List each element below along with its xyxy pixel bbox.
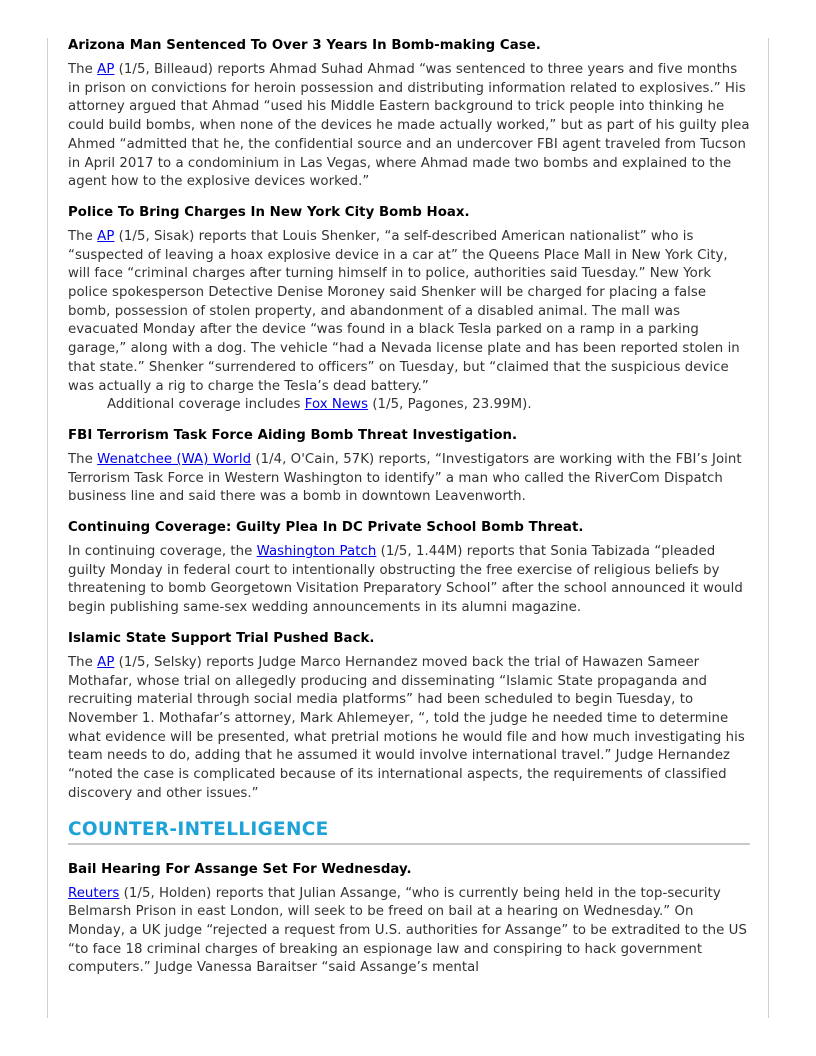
article-nyc-bomb-hoax — [68, 203, 750, 415]
article-headline: FBI Terrorism Task Force Aiding Bomb Threat Investigation. — [68, 427, 518, 443]
article-text: The — [68, 62, 98, 77]
article-body — [68, 885, 750, 979]
article-text: Additional coverage includes — [107, 397, 305, 413]
source-link-fox-news[interactable]: Fox News — [304, 397, 369, 413]
section-header — [68, 818, 750, 845]
article-body — [68, 228, 750, 396]
article-headline: Bail Hearing For Assange Set For Wednesday. — [68, 861, 412, 877]
article-text: In continuing coverage, the — [68, 544, 257, 560]
article-text: (1/5, Selsky) reports Judge Marco Hernandez moved back the trial of Hawazen Sameer Mothafar, whose trial on allegedly producing and disseminating “Islamic State propaganda and recruiting material through social media platforms” had been scheduled to begin Tuesday, to November 1. Mothafar’s attorney, Mark Ahlemeyer, “, told the judge he needed time to determine what evidence will be presented, what pretrial motions he would file and how much investigating his team needs to do, adding that he assumed it would involve international travel.” Judge Hernandez “noted the case is complicated because of its international aspects, the requirements of classified discovery and other issues.” — [68, 654, 745, 801]
article-headline: Islamic State Support Trial Pushed Back. — [68, 630, 375, 646]
section-divider — [68, 843, 750, 845]
article-headline: Arizona Man Sentenced To Over 3 Years In Bomb-making Case. — [68, 38, 541, 53]
newsletter-content — [68, 36, 750, 989]
article-body — [68, 61, 750, 192]
article-body — [68, 654, 750, 804]
article-text: (1/5, Sisak) reports that Louis Shenker, “a self-described American nationalist” who is “suspected of leaving a hoax explosive device in a car at” the Queens Place Mall in New York City, will face “criminal charges after turning himself in to police, authorities said Tuesday.” New York police spokesperson Detective Denise Moroney said Shenker will be charged for placing a false bomb, possession of stolen property, and abandonment of a disabled animal. The mall was evacuated Monday after the device “was found in a black Tesla parked on a ramp in a parking garage,” along with a dog. The vehicle “had a Nevada license plate and has been reported stolen in that state.” Shenker “surrendered to officers” on Tuesday, but “claimed that the suspicious device was actually a rig to charge the Tesla’s dead battery.” — [68, 228, 740, 394]
article-text: (1/5, Billeaud) reports Ahmad Suhad Ahmad “was sentenced to three years and five months in prison on convictions for heroin possession and distributing information related to explosives.” His attorney argued that Ahmad “used his Middle Eastern background to trick people into thinking he could build bombs, when none of the devices he made actually worked,” but as part of his guilty plea Ahmed “admitted that he, the confidential source and an undercover FBI agent traveled from Tucson in April 2017 to a condominium in Las Vegas, where Ahmad made two bombs and explained to the agent how to the explosive devices worked.” — [68, 62, 750, 190]
article-body — [68, 543, 750, 618]
source-link-wenatchee-world[interactable]: Wenatchee (WA) World — [97, 451, 252, 467]
article-dc-school-threat — [68, 518, 750, 618]
page-frame-left — [47, 38, 48, 1018]
article-text: The — [68, 654, 98, 670]
source-link-washington-patch[interactable]: Washington Patch — [256, 544, 377, 560]
article-text: (1/5, Holden) reports that Julian Assange, “who is currently being held in the top-security Belmarsh Prison in east London, will seek to be freed on bail at a hearing on Wednesday.” On Monday, a UK judge “rejected a request from U.S. authorities for Assange” to be extradited to the US “to face 18 criminal charges of breaking an espionage law and conspiring to hack government computers.” Judge Vanessa Baraitser “said Assange’s mental — [68, 885, 747, 976]
article-text: (1/4, O'Cain, 57K) reports, “Investigators are working with the FBI’s Joint Terrorism Task Force in Western Washington to identify” a man who called the RiverCom Dispatch business line and said there was a bomb in downtown Leavenworth. — [68, 451, 742, 505]
article-text: The — [68, 228, 98, 244]
article-body — [68, 451, 750, 507]
article-text: (1/5, 1.44M) reports that Sonia Tabizada “pleaded guilty Monday in federal court to intentionally obstructing the free exercise of religious beliefs by threatening to bomb Georgetown Visitation Preparatory School” after the school announced it would begin publishing same-sex wedding announcements in its alumni magazine. — [68, 544, 743, 616]
section-title: COUNTER-INTELLIGENCE — [68, 818, 329, 840]
additional-coverage — [68, 396, 750, 415]
article-fbi-task-force — [68, 426, 750, 507]
article-headline: Continuing Coverage: Guilty Plea In DC Private School Bomb Threat. — [68, 520, 584, 536]
article-islamic-state-trial — [68, 629, 750, 804]
source-link-reuters[interactable]: Reuters — [68, 885, 120, 901]
article-arizona-bomb — [68, 36, 750, 192]
article-text: (1/5, Pagones, 23.99M). — [368, 397, 532, 413]
article-assange-bail — [68, 860, 750, 979]
page-frame-right — [768, 38, 769, 1018]
source-link-ap[interactable]: AP — [97, 228, 115, 244]
article-text: The — [68, 451, 98, 467]
source-link-ap[interactable]: AP — [97, 654, 115, 670]
source-link-ap[interactable]: AP — [97, 62, 115, 77]
article-headline: Police To Bring Charges In New York City Bomb Hoax. — [68, 204, 470, 220]
